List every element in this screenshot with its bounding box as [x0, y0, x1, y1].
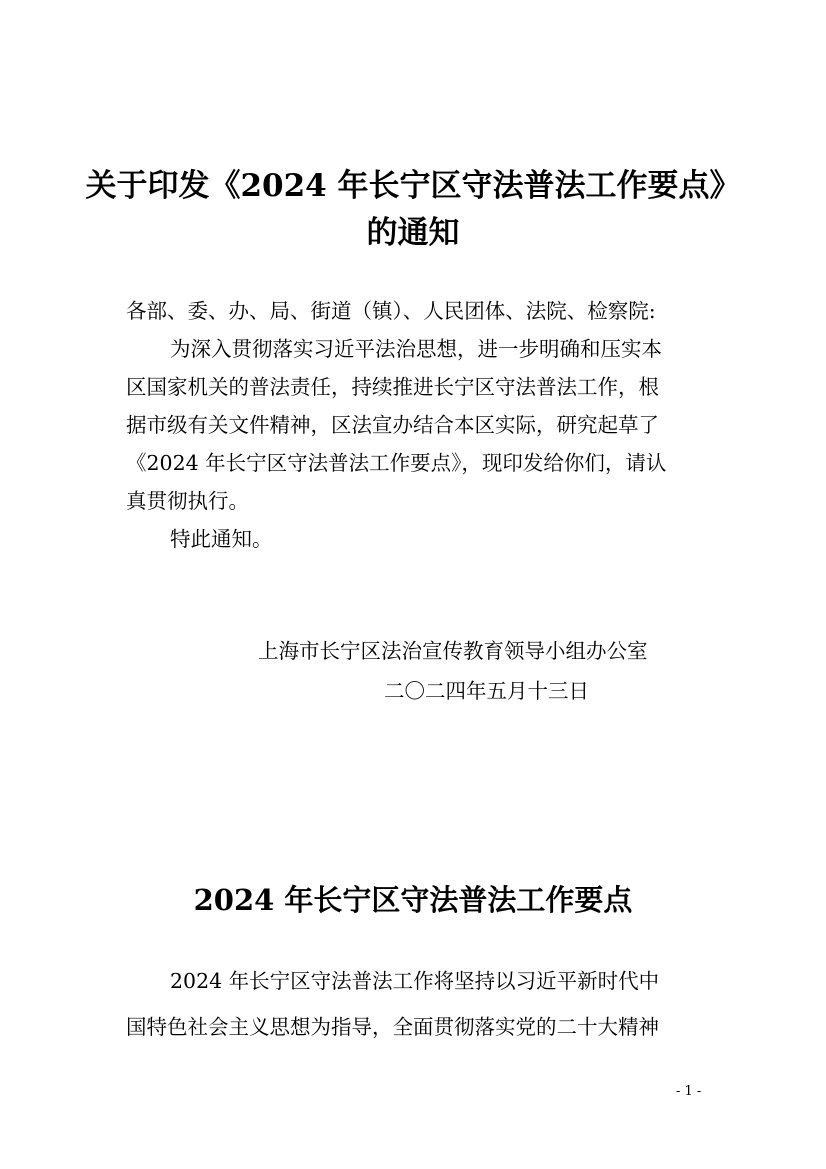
recipients-line: 各部、委、办、局、街道（镇）、人民团体、法院、检察院: — [126, 299, 656, 323]
signature-organization: 上海市长宁区法治宣传教育领导小组办公室 — [258, 639, 648, 663]
attachment-intro-line: 国特色社会主义思想为指导，全面贯彻落实党的二十大精神 — [126, 1015, 659, 1039]
paragraph-line: 据市级有关文件精神，区法宣办结合本区实际，研究起草了 — [126, 413, 659, 437]
paragraph-line: 为深入贯彻落实习近平法治思想，进一步明确和压实本 — [170, 337, 662, 361]
attachment-intro-line: 2024 年长宁区守法普法工作将坚持以习近平新时代中 — [170, 969, 660, 993]
paragraph-line: 真贯彻执行。 — [126, 489, 249, 513]
closing-line: 特此通知。 — [170, 527, 273, 551]
signature-date: 二〇二四年五月十三日 — [384, 679, 589, 703]
notice-title-line-2: 的通知 — [366, 215, 460, 251]
paragraph-line: 区国家机关的普法责任，持续推进长宁区守法普法工作，根 — [126, 375, 659, 399]
notice-title-line-1: 关于印发《2024 年长宁区守法普法工作要点》 — [85, 168, 741, 204]
page-number: - 1 - — [676, 1084, 702, 1099]
attachment-title: 2024 年长宁区守法普法工作要点 — [193, 883, 633, 917]
paragraph-line: 《2024 年长宁区守法普法工作要点》，现印发给你们，请认 — [126, 451, 667, 475]
